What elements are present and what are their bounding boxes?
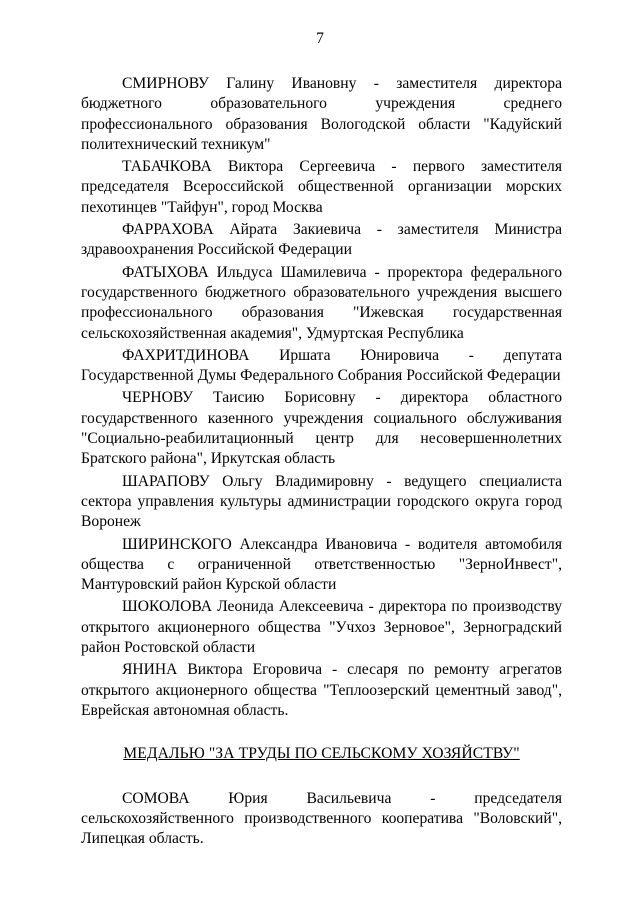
page-number: 7 (316, 30, 324, 47)
award-entry: ФАРРАХОВА Айрата Закиевича - заместителя Министра здравоохранения Российской Федерации (81, 221, 562, 259)
award-entry: ШАРАПОВУ Ольгу Владимировну - ведущего специалиста сектора управления культуры администрации городского округа город Воронеж (81, 472, 562, 531)
award-entry: ЯНИНА Виктора Егоровича - слесаря по ремонту агрегатов открытого акционерного общества "Теплоозерский цементный завод", Еврейская автономная область. (81, 661, 562, 719)
award-entry: ШОКОЛОВА Леонида Алексеевича - директора по производству открытого акционерного общества "Учхоз Зерновое", Зерноградский район Ростовской области (81, 598, 562, 657)
award-entry: ЧЕРНОВУ Таисию Борисовну - директора областного государственного казенного учреждения социального обслуживания "Социально-реабилитационный центр для несовершеннолетних Братского района", Иркутская область (81, 389, 562, 468)
award-entry: ФАХРИТДИНОВА Иршата Юнировича - депутата Государственной Думы Федерального Собрания Российской Федерации (81, 346, 562, 385)
award-entry: СМИРНОВУ Галину Ивановну - заместителя директора бюджетного образовательного учреждения среднего профессионального образования Вологодской области "Кадуйский политехнический техникум" (81, 75, 562, 153)
section-heading: МЕДАЛЬЮ "ЗА ТРУДЫ ПО СЕЛЬСКОМУ ХОЗЯЙСТВУ" (123, 745, 520, 763)
award-entry: ШИРИНСКОГО Александра Ивановича - водителя автомобиля общества с ограниченной ответственностью "ЗерноИнвест", Мантуровский район Курской области (81, 535, 562, 594)
award-list (81, 74, 562, 851)
award-entry: ФАТЫХОВА Ильдуса Шамилевича - проректора федерального государственного бюджетного образовательного учреждения высшего профессионального образования "Ижевская государственная сельскохозяйственная академия", Удмуртская Республика (81, 263, 562, 342)
award-entry: ТАБАЧКОВА Виктора Сергеевича - первого заместителя председателя Всероссийской общественной организации морских пехотинцев "Тайфун", город Москва (81, 158, 562, 216)
award-entry: СОМОВА Юрия Васильевича - председателя сельскохозяйственного производственного кооператива "Воловский", Липецкая область. (81, 789, 562, 848)
